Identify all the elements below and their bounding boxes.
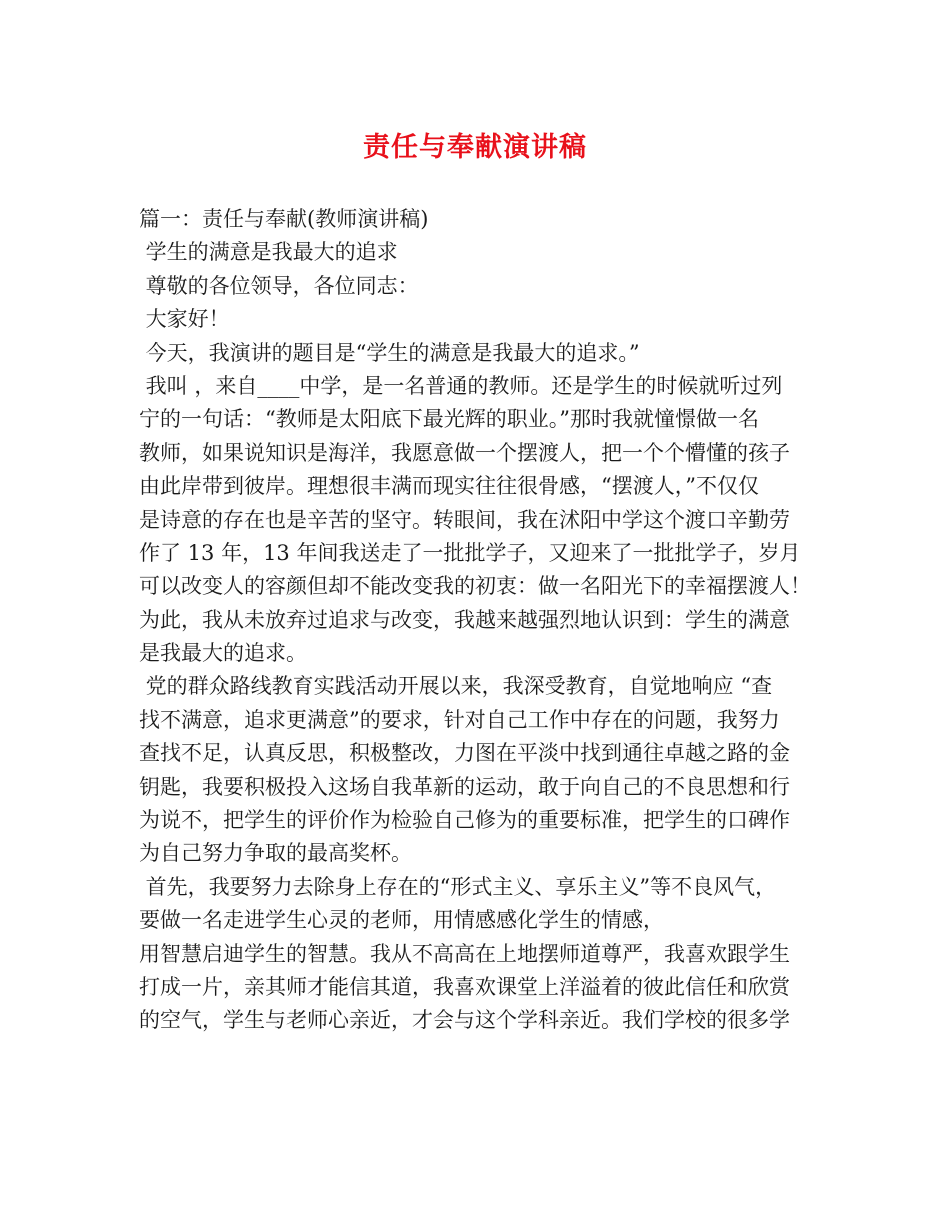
text-line: 打成一片，亲其师才能信其道，我喜欢课堂上洋溢着的彼此信任和欣赏: [139, 974, 790, 999]
text-line: 查找不足，认真反思，积极整改，力图在平淡中找到通往卓越之路的金: [139, 741, 790, 766]
document-title: 责任与奉献演讲稿: [363, 132, 587, 163]
text-line: 教师，如果说知识是海洋，我愿意做一个摆渡人，把一个个懵懂的孩子: [139, 440, 790, 465]
text-line: 宁的一句话：“教师是太阳底下最光辉的职业。”那时我就憧憬做一名: [139, 407, 759, 432]
document-body: [139, 203, 819, 1038]
text-line: 党的群众路线教育实践活动开展以来，我深受教育，自觉地响应 “查: [139, 674, 773, 699]
text-line: 为说不，把学生的评价作为检验自己修为的重要标准，把学生的口碑作: [139, 808, 790, 833]
text-line: 首先，我要努力去除身上存在的“形式主义、享乐主义”等不良风气，: [139, 874, 777, 899]
text-line: 为自己努力争取的最高奖杯。: [139, 841, 412, 866]
text-line: 大家好！: [139, 307, 230, 332]
text-line: 是我最大的追求。: [139, 641, 307, 666]
text-line: 用智慧启迪学生的智慧。我从不高高在上地摆师道尊严，我喜欢跟学生: [139, 941, 790, 966]
text-line: 由此岸带到彼岸。理想很丰满而现实往往很骨感，“摆渡人，”不仅仅: [139, 474, 759, 499]
text-line: 学生的满意是我最大的追求: [139, 240, 398, 265]
text-line: 为此，我从未放弃过追求与改变，我越来越强烈地认识到：学生的满意: [139, 607, 790, 632]
text-line: 尊敬的各位领导，各位同志：: [139, 273, 419, 298]
text-line: 是诗意的存在也是辛苦的坚守。转眼间，我在沭阳中学这个渡口辛勤劳: [139, 507, 790, 532]
text-line: 要做一名走进学生心灵的老师，用情感感化学生的情感，: [139, 908, 664, 933]
text-line: 的空气，学生与老师心亲近，才会与这个学科亲近。我们学校的很多学: [139, 1008, 790, 1033]
text-line: 可以改变人的容颜但却不能改变我的初衷：做一名阳光下的幸福摆渡人！: [139, 574, 811, 599]
text-line: 我叫 ，来自____中学，是一名普通的教师。还是学生的时候就听过列: [139, 373, 783, 398]
text-line: 作了 13 年，13 年间我送走了一批批学子，又迎来了一批批学子，岁月: [139, 540, 801, 565]
text-line: 篇一：责任与奉献(教师演讲稿): [139, 207, 429, 231]
text-line: 找不满意，追求更满意”的要求，针对自己工作中存在的问题，我努力: [139, 707, 780, 732]
text-line: 钥匙，我要积极投入这场自我革新的运动，敢于向自己的不良思想和行: [139, 774, 790, 799]
text-line: 今天，我演讲的题目是“学生的满意是我最大的追求。”: [139, 340, 640, 365]
